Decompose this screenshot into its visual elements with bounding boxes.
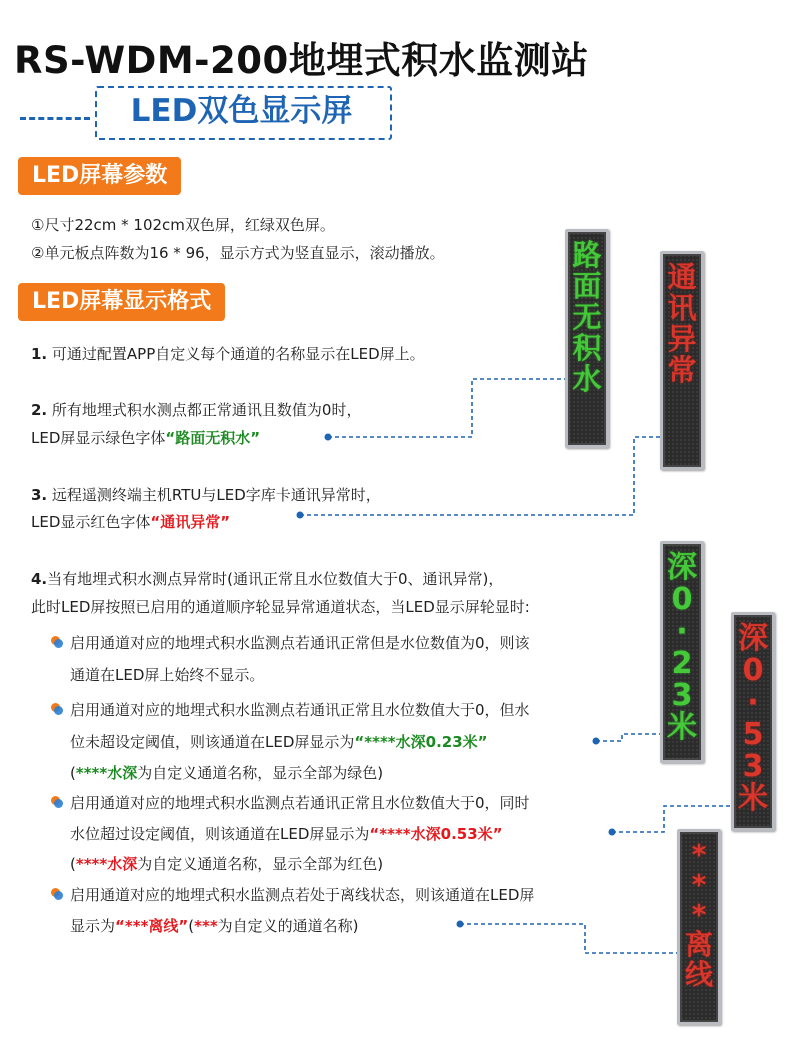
item-2-number: 2.: [31, 401, 48, 419]
item-4-number: 4.: [31, 570, 48, 588]
bullet-3-name-highlight: ****水深: [75, 855, 138, 873]
item-3-number: 3.: [31, 486, 48, 504]
led-text-red: [663, 262, 701, 386]
item-2-line-2-text: LED屏显示绿色字体: [31, 429, 166, 447]
bullet-4-paren: (: [188, 917, 195, 935]
led-char: ·: [747, 685, 759, 720]
bullet-1-line-2: 通道在LED屏上始终不显示。: [70, 666, 265, 684]
led-char: 水: [572, 362, 602, 396]
bullet-2-line-2-text: 位未超设定阈值，则该通道在LED屏显示为: [70, 733, 355, 751]
led-char: 无: [572, 300, 602, 334]
led-panel-red-offline: [677, 829, 721, 1025]
led-text-red-depth: [734, 623, 772, 815]
led-char: 路: [572, 238, 602, 272]
bullet-3-line-2-text: 水位超过设定阈值，则该通道在LED屏显示为: [70, 825, 370, 843]
led-char: 米: [738, 781, 768, 816]
bullet-2-note: 为自定义通道名称，显示全部为绿色): [137, 764, 384, 782]
bullet-4-line-1: 启用通道对应的地埋式积水监测点若处于离线状态，则该通道在LED屏: [70, 886, 535, 904]
bullet-3-highlight: “****水深0.53米”: [369, 825, 503, 843]
bullet-4-name-highlight: ***: [194, 917, 218, 935]
led-char: 0: [671, 582, 693, 617]
item-3-text: 远程遥测终端主机RTU与LED字库卡通讯异常时，: [47, 486, 381, 504]
bullet-2-line-1: 启用通道对应的地埋式积水监测点若通讯正常且水位数值大于0，但水: [70, 701, 530, 719]
led-char: *: [691, 868, 707, 901]
item-3-highlight: “通讯异常”: [150, 513, 231, 531]
subtitle: LED双色显示屏: [130, 93, 353, 129]
led-text-green: [568, 240, 606, 395]
led-char: *: [691, 838, 707, 871]
led-char: 常: [667, 353, 697, 387]
led-panel-green-normal: [565, 229, 609, 448]
led-text-green-depth: [663, 552, 701, 744]
led-char: 面: [572, 269, 602, 303]
led-char: ·: [676, 614, 688, 649]
item-3-line-2-text: LED显示红色字体: [31, 513, 151, 531]
led-char: 3: [742, 749, 764, 784]
led-char: 2: [671, 646, 693, 681]
page-title: RS-WDM-200地埋式积水监测站: [14, 39, 589, 82]
led-char: 离: [684, 928, 713, 961]
led-panel-green-depth: [660, 541, 704, 763]
bullet-1-line-1: 启用通道对应的地埋式积水监测点若通讯正常但是水位数值为0，则该: [70, 634, 530, 652]
led-panel-red-comm-error: [660, 251, 704, 470]
led-char: 深: [667, 550, 697, 585]
led-char: 异: [667, 322, 697, 356]
led-text-offline: [680, 840, 718, 990]
params-line-1: ①尺寸22cm * 102cm双色屏，红绿双色屏。: [31, 216, 335, 234]
bullet-4-highlight: “***离线”: [115, 917, 189, 935]
item-2-text: 所有地埋式积水测点都正常通讯且数值为0时，: [47, 401, 362, 419]
bullet-4-line-2-text: 显示为: [70, 917, 116, 935]
bullet-4-note: 为自定义的通道名称): [217, 917, 359, 935]
led-char: 积: [572, 331, 602, 365]
item-1-text: 可通过配置APP自定义每个通道的名称显示在LED屏上。: [47, 345, 425, 363]
params-line-2: ②单元板点阵数为16 * 96，显示方式为竖直显示，滚动播放。: [31, 244, 445, 262]
led-char: 线: [684, 958, 713, 991]
bullet-3-note: 为自定义通道名称，显示全部为红色): [137, 855, 384, 873]
led-char: 米: [667, 710, 697, 745]
led-char: *: [691, 898, 707, 931]
format-badge: LED屏幕显示格式: [18, 283, 225, 321]
led-panel-red-depth: [731, 612, 775, 831]
bullet-2-name-highlight: ****水深: [75, 764, 138, 782]
led-char: 深: [738, 621, 768, 656]
item-1-number: 1.: [31, 345, 48, 363]
led-char: 3: [671, 678, 693, 713]
bullet-3-line-1: 启用通道对应的地埋式积水监测点若通讯正常且水位数值大于0，同时: [70, 794, 530, 812]
led-char: 0: [742, 653, 764, 688]
led-char: 通: [667, 260, 697, 294]
bullet-2-paren: (: [70, 764, 76, 782]
item-4-line-2: 此时LED屏按照已启用的通道顺序轮显异常通道状态，当LED显示屏轮显时:: [31, 598, 530, 616]
params-badge: LED屏幕参数: [18, 157, 181, 195]
bullet-2-highlight: “****水深0.23米”: [354, 733, 488, 751]
bullet-3-paren: (: [70, 855, 76, 873]
item-4-text: 当有地埋式积水测点异常时(通讯正常且水位数值大于0、通讯异常)，: [47, 570, 504, 588]
led-char: 讯: [667, 291, 697, 325]
item-2-highlight: “路面无积水”: [165, 429, 261, 447]
led-char: 5: [742, 717, 764, 752]
